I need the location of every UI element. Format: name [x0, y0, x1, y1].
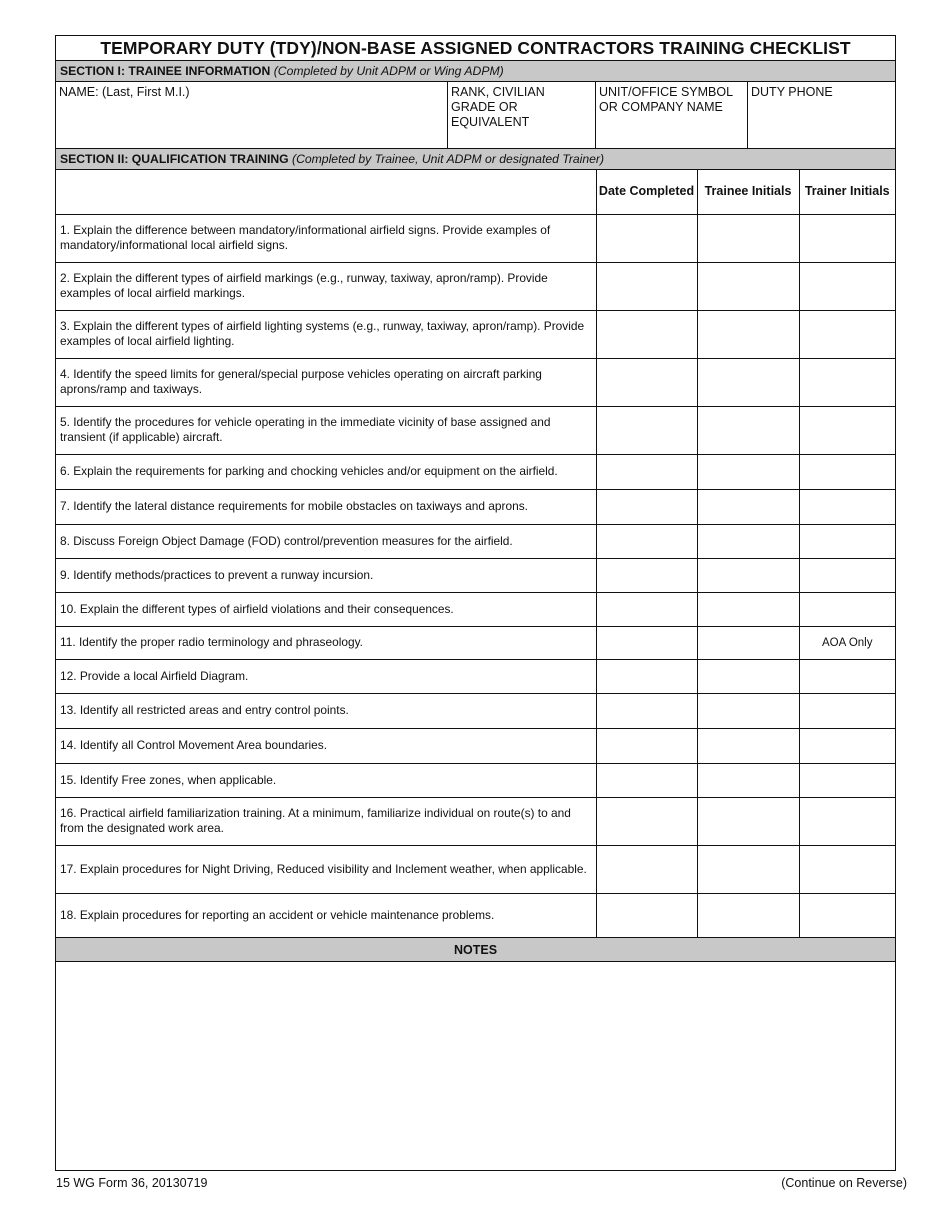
trainee-initials-cell[interactable] — [697, 524, 799, 558]
task-text: 11. Identify the proper radio terminology and phraseology. — [56, 626, 596, 659]
trainee-initials-cell[interactable] — [697, 626, 799, 659]
trainer-initials-cell[interactable] — [799, 524, 895, 558]
unit-field[interactable] — [596, 82, 748, 148]
task-row — [56, 558, 895, 592]
task-text: 17. Explain procedures for Night Driving, Reduced visibility and Inclement weather, when applicable. — [56, 845, 596, 893]
trainer-initials-cell[interactable] — [799, 406, 895, 454]
task-row — [56, 693, 895, 728]
task-text: 10. Explain the different types of airfield violations and their consequences. — [56, 592, 596, 626]
trainee-initials-cell[interactable] — [697, 893, 799, 937]
trainer-initials-cell[interactable] — [799, 728, 895, 763]
date-completed-cell[interactable] — [596, 358, 697, 406]
trainer-initials-cell[interactable] — [799, 454, 895, 489]
date-completed-cell[interactable] — [596, 406, 697, 454]
date-completed-header: Date Completed — [596, 170, 697, 214]
task-row — [56, 524, 895, 558]
continue-note: (Continue on Reverse) — [781, 1176, 907, 1190]
training-checklist-form — [55, 35, 896, 1171]
form-number: 15 WG Form 36, 20130719 — [56, 1176, 208, 1190]
trainer-initials-cell[interactable] — [799, 797, 895, 845]
task-column-header — [56, 170, 596, 214]
task-row — [56, 626, 895, 659]
task-text: 14. Identify all Control Movement Area boundaries. — [56, 728, 596, 763]
trainee-initials-header: Trainee Initials — [697, 170, 799, 214]
date-completed-cell[interactable] — [596, 262, 697, 310]
trainer-initials-cell[interactable] — [799, 214, 895, 262]
date-completed-cell[interactable] — [596, 693, 697, 728]
trainee-initials-cell[interactable] — [697, 763, 799, 797]
date-completed-cell[interactable] — [596, 763, 697, 797]
date-completed-cell[interactable] — [596, 592, 697, 626]
trainee-initials-cell[interactable] — [697, 728, 799, 763]
qualification-table — [56, 170, 895, 938]
task-text: 6. Explain the requirements for parking and chocking vehicles and/or equipment on the airfield. — [56, 454, 596, 489]
task-text: 15. Identify Free zones, when applicable. — [56, 763, 596, 797]
notes-area[interactable] — [56, 962, 895, 1170]
name-field[interactable] — [56, 82, 448, 148]
trainee-initials-cell[interactable] — [697, 214, 799, 262]
task-text: 4. Identify the speed limits for general/special purpose vehicles operating on aircraft parking aprons/ramp and taxiways. — [56, 358, 596, 406]
date-completed-cell[interactable] — [596, 489, 697, 524]
trainer-initials-cell[interactable] — [799, 489, 895, 524]
task-row — [56, 406, 895, 454]
trainer-initials-cell[interactable]: AOA Only — [799, 626, 895, 659]
trainer-initials-cell[interactable] — [799, 262, 895, 310]
duty-phone-field[interactable] — [748, 82, 894, 148]
task-text: 13. Identify all restricted areas and entry control points. — [56, 693, 596, 728]
task-text: 18. Explain procedures for reporting an accident or vehicle maintenance problems. — [56, 893, 596, 937]
task-text: 7. Identify the lateral distance requirements for mobile obstacles on taxiways and aprons. — [56, 489, 596, 524]
trainer-initials-header: Trainer Initials — [799, 170, 895, 214]
trainee-initials-cell[interactable] — [697, 358, 799, 406]
date-completed-cell[interactable] — [596, 558, 697, 592]
trainee-initials-cell[interactable] — [697, 693, 799, 728]
section-1-heading: SECTION I: TRAINEE INFORMATION — [60, 64, 271, 78]
date-completed-cell[interactable] — [596, 454, 697, 489]
trainee-info-row — [56, 82, 895, 149]
trainer-initials-cell[interactable] — [799, 893, 895, 937]
task-row — [56, 214, 895, 262]
trainer-initials-cell[interactable] — [799, 310, 895, 358]
task-row — [56, 262, 895, 310]
trainee-initials-cell[interactable] — [697, 262, 799, 310]
section-1-note: (Completed by Unit ADPM or Wing ADPM) — [273, 64, 504, 78]
unit-label: UNIT/OFFICE SYMBOL OR COMPANY NAME — [599, 85, 733, 114]
section-1-header — [56, 61, 895, 82]
task-text: 16. Practical airfield familiarization training. At a minimum, familiarize individual on route(s) to and from the designated work area. — [56, 797, 596, 845]
trainee-initials-cell[interactable] — [697, 310, 799, 358]
task-row — [56, 763, 895, 797]
trainee-initials-cell[interactable] — [697, 797, 799, 845]
task-row — [56, 454, 895, 489]
task-row — [56, 358, 895, 406]
trainee-initials-cell[interactable] — [697, 454, 799, 489]
date-completed-cell[interactable] — [596, 728, 697, 763]
rank-label: RANK, CIVILIAN GRADE OR EQUIVALENT — [451, 85, 545, 129]
task-text: 5. Identify the procedures for vehicle operating in the immediate vicinity of base assigned and transient (if applicable) aircraft. — [56, 406, 596, 454]
task-row — [56, 659, 895, 693]
task-row — [56, 728, 895, 763]
task-row — [56, 893, 895, 937]
trainer-initials-cell[interactable] — [799, 558, 895, 592]
task-row — [56, 310, 895, 358]
date-completed-cell[interactable] — [596, 797, 697, 845]
date-completed-cell[interactable] — [596, 659, 697, 693]
trainee-initials-cell[interactable] — [697, 845, 799, 893]
name-label: NAME: (Last, First M.I.) — [59, 85, 190, 99]
form-title: TEMPORARY DUTY (TDY)/NON-BASE ASSIGNED CONTRACTORS TRAINING CHECKLIST — [56, 36, 895, 61]
duty-phone-label: DUTY PHONE — [751, 85, 833, 99]
date-completed-cell[interactable] — [596, 214, 697, 262]
task-row — [56, 845, 895, 893]
date-completed-cell[interactable] — [596, 310, 697, 358]
task-text: 8. Discuss Foreign Object Damage (FOD) control/prevention measures for the airfield. — [56, 524, 596, 558]
section-2-header — [56, 149, 895, 170]
trainee-initials-cell[interactable] — [697, 592, 799, 626]
task-row — [56, 592, 895, 626]
trainer-initials-cell[interactable] — [799, 358, 895, 406]
trainer-initials-cell[interactable] — [799, 693, 895, 728]
trainer-initials-cell[interactable] — [799, 592, 895, 626]
task-row — [56, 797, 895, 845]
date-completed-cell[interactable] — [596, 626, 697, 659]
task-text: 12. Provide a local Airfield Diagram. — [56, 659, 596, 693]
date-completed-cell[interactable] — [596, 845, 697, 893]
trainee-initials-cell[interactable] — [697, 659, 799, 693]
section-2-note: (Completed by Trainee, Unit ADPM or designated Trainer) — [292, 152, 605, 166]
date-completed-cell[interactable] — [596, 893, 697, 937]
task-row — [56, 489, 895, 524]
trainer-initials-cell[interactable] — [799, 659, 895, 693]
task-text: 2. Explain the different types of airfield markings (e.g., runway, taxiway, apron/ramp). Provide examples of local airfield markings. — [56, 262, 596, 310]
trainee-initials-cell[interactable] — [697, 558, 799, 592]
rank-field[interactable] — [448, 82, 596, 148]
trainee-initials-cell[interactable] — [697, 406, 799, 454]
trainer-initials-cell[interactable] — [799, 845, 895, 893]
section-2-heading: SECTION II: QUALIFICATION TRAINING — [60, 152, 289, 166]
notes-header: NOTES — [56, 938, 895, 962]
task-text: 3. Explain the different types of airfield lighting systems (e.g., runway, taxiway, apron/ramp). Provide examples of local airfield lighting. — [56, 310, 596, 358]
table-header-row — [56, 170, 895, 214]
trainee-initials-cell[interactable] — [697, 489, 799, 524]
task-text: 1. Explain the difference between mandatory/informational airfield signs. Provide examples of mandatory/informational local airfield signs. — [56, 214, 596, 262]
trainer-initials-cell[interactable] — [799, 763, 895, 797]
date-completed-cell[interactable] — [596, 524, 697, 558]
task-text: 9. Identify methods/practices to prevent a runway incursion. — [56, 558, 596, 592]
